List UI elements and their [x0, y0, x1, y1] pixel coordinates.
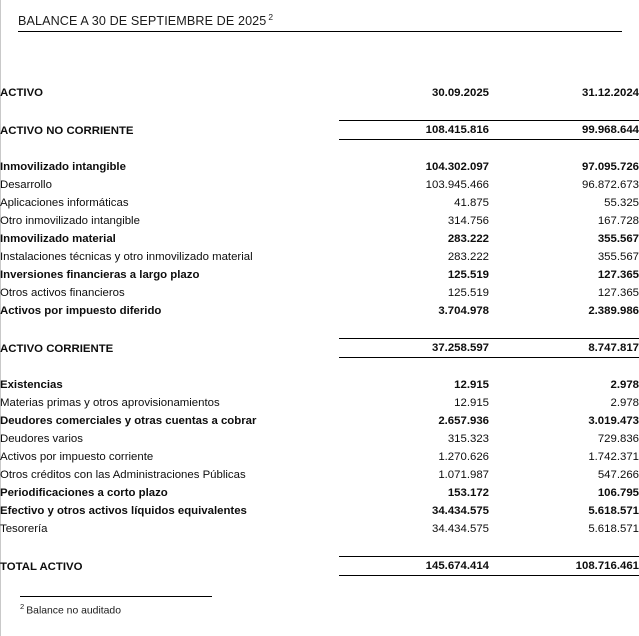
row-spacer [0, 358, 639, 377]
row-value-period-1: 12.915 [454, 397, 489, 409]
table-row [0, 376, 639, 394]
row-label: Otros activos financieros [0, 287, 125, 299]
title-underline [18, 31, 622, 32]
row-value-period-1: 37.258.597 [339, 339, 489, 358]
row-value-period-2: 729.836 [597, 433, 639, 445]
table-row [0, 284, 639, 302]
row-label: Inmovilizado intangible [0, 161, 126, 173]
row-spacer [0, 538, 639, 557]
row-label: Deudores varios [0, 433, 83, 445]
row-value-period-1: 34.434.575 [431, 505, 489, 517]
table-header-row [0, 84, 639, 102]
row-value-period-2: 5.618.571 [588, 505, 639, 517]
row-label: Otro inmovilizado intangible [0, 215, 140, 227]
balance-table-body [0, 84, 639, 576]
row-value-period-1: 283.222 [447, 251, 489, 263]
table-row [0, 230, 639, 248]
table-row [0, 448, 639, 466]
table-row [0, 248, 639, 266]
table-row [0, 302, 639, 320]
row-value-period-1: 153.172 [447, 487, 489, 499]
table-row [0, 176, 639, 194]
row-label: Existencias [0, 379, 63, 391]
table-total-row [0, 557, 639, 576]
row-label: Activos por impuesto corriente [0, 451, 154, 463]
row-value-period-1: 41.875 [454, 197, 489, 209]
row-label: Materias primas y otros aprovisionamientos [0, 397, 220, 409]
row-value-period-1: 3.704.978 [438, 305, 489, 317]
row-value-period-1: 1.270.626 [438, 451, 489, 463]
table-row [0, 430, 639, 448]
column-header-period-1: 30.09.2025 [431, 87, 489, 99]
row-value-period-2: 99.968.644 [489, 121, 639, 140]
page-title-text: BALANCE A 30 DE SEPTIEMBRE DE 2025 [18, 14, 267, 29]
row-value-period-2: 96.872.673 [581, 179, 639, 191]
row-value-period-2: 547.266 [597, 469, 639, 481]
row-value-period-2: 127.365 [597, 269, 639, 281]
row-label: Deudores comerciales y otras cuentas a cobrar [0, 415, 257, 427]
row-value-period-1: 125.519 [447, 269, 489, 281]
row-value-period-1: 12.915 [454, 379, 489, 391]
row-value-period-2: 3.019.473 [588, 415, 639, 427]
table-row [0, 502, 639, 520]
row-value-period-2: 55.325 [604, 197, 639, 209]
row-value-period-2: 127.365 [597, 287, 639, 299]
row-label: ACTIVO CORRIENTE [0, 342, 114, 355]
row-value-period-2: 2.978 [610, 397, 639, 409]
table-row [0, 466, 639, 484]
table-row [0, 266, 639, 284]
row-value-period-2: 97.095.726 [581, 161, 639, 173]
table-row [0, 412, 639, 430]
footnote-marker: 2 [20, 602, 25, 611]
row-label: Desarrollo [0, 179, 52, 191]
row-value-period-2: 2.389.986 [588, 305, 639, 317]
title-footnote-marker: 2 [268, 12, 274, 22]
row-value-period-2: 355.567 [597, 233, 639, 245]
page-title [18, 10, 622, 29]
row-value-period-2: 108.716.461 [489, 557, 639, 576]
table-section-row [0, 339, 639, 358]
row-spacer [0, 140, 639, 159]
row-label: Efectivo y otros activos líquidos equivalentes [0, 505, 247, 517]
row-value-period-1: 315.323 [447, 433, 489, 445]
table-row [0, 394, 639, 412]
row-label: Tesorería [0, 523, 48, 535]
row-value-period-1: 283.222 [447, 233, 489, 245]
row-value-period-2: 8.747.817 [489, 339, 639, 358]
row-label: Instalaciones técnicas y otro inmovilizado material [0, 251, 253, 263]
row-value-period-1: 108.415.816 [339, 121, 489, 140]
row-label: Inmovilizado material [0, 233, 116, 245]
row-spacer [0, 320, 639, 339]
row-value-period-1: 145.674.414 [339, 557, 489, 576]
row-value-period-1: 2.657.936 [438, 415, 489, 427]
row-value-period-1: 125.519 [447, 287, 489, 299]
row-label: Aplicaciones informáticas [0, 197, 129, 209]
column-header-label: ACTIVO [0, 87, 44, 99]
row-label: Periodificaciones a corto plazo [0, 487, 168, 499]
table-row [0, 484, 639, 502]
row-value-period-2: 355.567 [597, 251, 639, 263]
balance-table [0, 84, 639, 576]
row-value-period-2: 2.978 [610, 379, 639, 391]
row-value-period-1: 34.434.575 [431, 523, 489, 535]
row-label: ACTIVO NO CORRIENTE [0, 124, 134, 137]
footnote [20, 602, 121, 616]
row-label: Otros créditos con las Administraciones Públicas [0, 469, 246, 481]
row-value-period-2: 167.728 [597, 215, 639, 227]
row-label: TOTAL ACTIVO [0, 560, 83, 573]
column-header-period-2: 31.12.2024 [581, 87, 639, 99]
row-value-period-1: 1.071.987 [438, 469, 489, 481]
table-row [0, 212, 639, 230]
row-label: Inversiones financieras a largo plazo [0, 269, 200, 281]
table-row [0, 520, 639, 538]
row-value-period-1: 104.302.097 [425, 161, 489, 173]
row-label: Activos por impuesto diferido [0, 305, 162, 317]
table-section-row [0, 121, 639, 140]
row-value-period-2: 106.795 [597, 487, 639, 499]
table-row [0, 194, 639, 212]
row-value-period-2: 5.618.571 [588, 523, 639, 535]
document-title-block [18, 10, 622, 29]
footnote-separator [20, 596, 212, 597]
row-spacer [0, 102, 639, 121]
row-value-period-1: 314.756 [447, 215, 489, 227]
table-row [0, 158, 639, 176]
row-value-period-1: 103.945.466 [425, 179, 489, 191]
footnote-text: Balance no auditado [26, 605, 121, 617]
row-value-period-2: 1.742.371 [588, 451, 639, 463]
